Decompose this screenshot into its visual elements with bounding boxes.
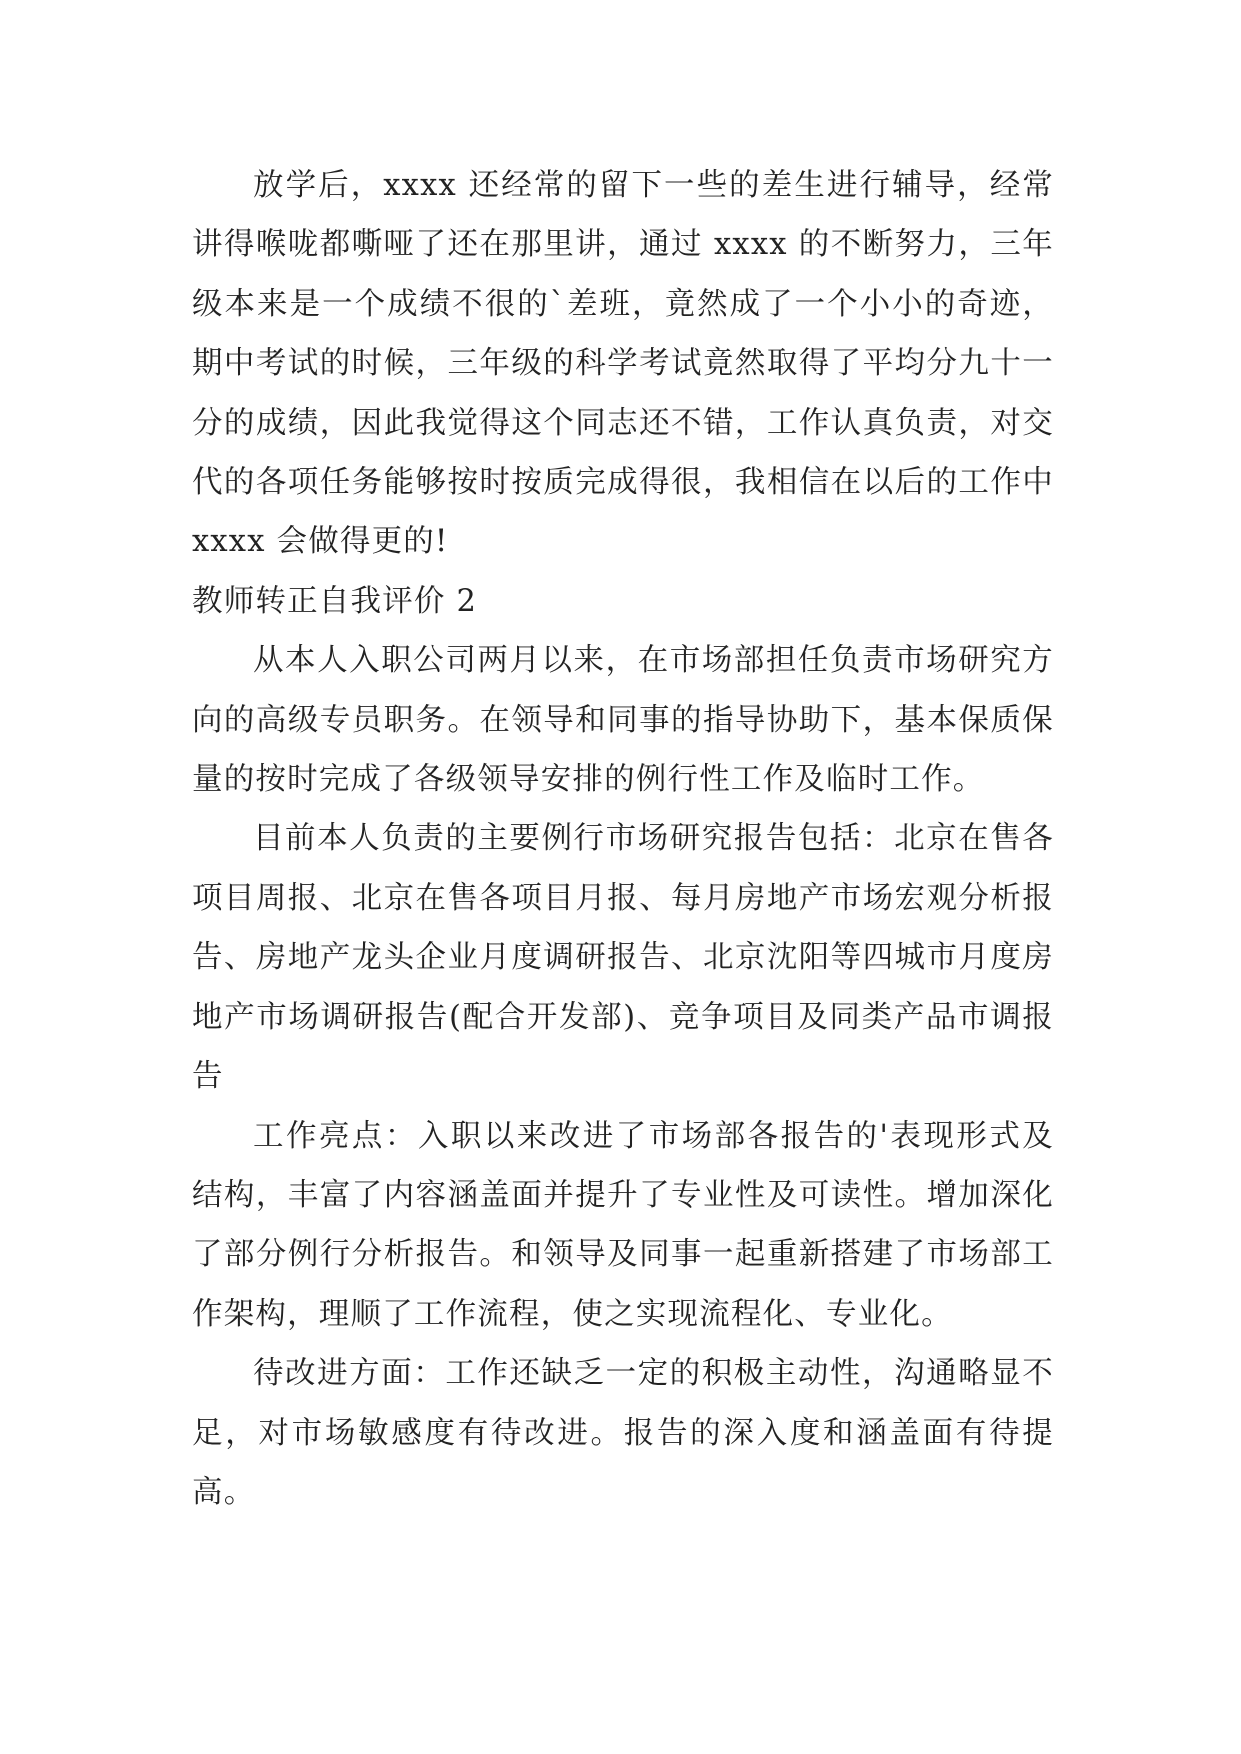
section-heading: 教师转正自我评价 2 [192, 583, 478, 619]
document-body [192, 156, 1054, 1522]
paragraph-1: 放学后，xxxx 还经常的留下一些的差生进行辅导，经常讲得喉咙都嘶哑了还在那里讲，通过 xxxx 的不断努力，三年级本来是一个成绩不很的`差班，竟然成了一个小小的奇迹，期中考试的时候，三年级的科学考试竟然取得了平均分九十一分的成绩，因此我觉得这个同志还不错，工作认真负责，对交代的各项任务能够按时按质完成得很，我相信在以后的工作中 xxxx 会做得更的! [192, 168, 1054, 560]
paragraph-5: 待改进方面：工作还缺乏一定的积极主动性，沟通略显不足，对市场敏感度有待改进。报告的深入度和涵盖面有待提高。 [192, 1356, 1054, 1510]
paragraph-3: 目前本人负责的主要例行市场研究报告包括：北京在售各项目周报、北京在售各项目月报、每月房地产市场宏观分析报告、房地产龙头企业月度调研报告、北京沈阳等四城市月度房地产市场调研报告(配合开发部)、竞争项目及同类产品市调报告 [192, 821, 1054, 1095]
paragraph-2: 从本人入职公司两月以来，在市场部担任负责市场研究方向的高级专员职务。在领导和同事的指导协助下，基本保质保量的按时完成了各级领导安排的例行性工作及临时工作。 [192, 643, 1054, 798]
paragraph-4: 工作亮点：入职以来改进了市场部各报告的'表现形式及结构，丰富了内容涵盖面并提升了专业性及可读性。增加深化了部分例行分析报告。和领导及同事一起重新搭建了市场部工作架构，理顺了工作流程，使之实现流程化、专业化。 [192, 1118, 1054, 1332]
